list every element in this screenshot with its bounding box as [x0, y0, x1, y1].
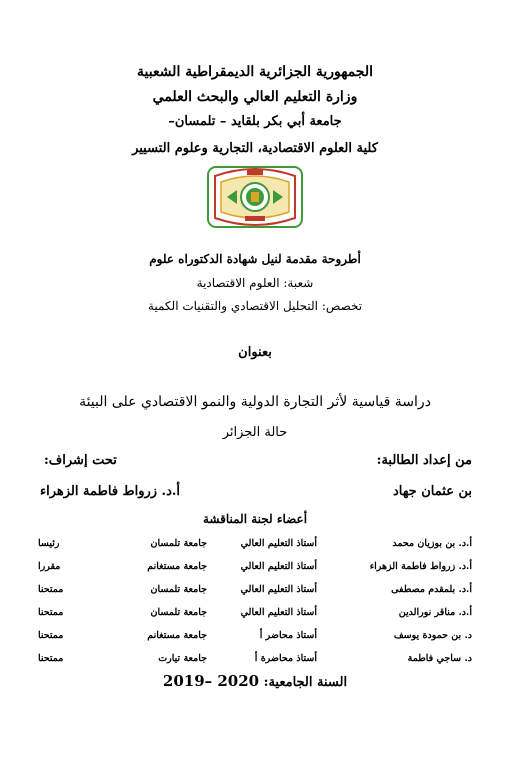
- thesis-title: دراسة قياسية لأثر التجارة الدولية والنمو الاقتصادي على البيئة: [79, 394, 431, 410]
- supervision-label: تحت إشراف:: [44, 453, 117, 468]
- jury-member-role: ممتحنا: [38, 607, 64, 618]
- jury-row: [38, 561, 472, 584]
- prepared-by-label: من إعداد الطالبة:: [376, 453, 472, 468]
- academic-year-value: 2019– 2020: [162, 672, 260, 690]
- ministry-name: وزارة التعليم العالي والبحث العلمي: [152, 89, 358, 105]
- jury-member-university: جامعة تلمسان: [150, 538, 207, 549]
- jury-member-rank: أستاذ محاضرة أ: [254, 653, 317, 664]
- academic-year-label: السنة الجامعية:: [263, 675, 348, 690]
- jury-row: [38, 607, 472, 630]
- faculty-name: كلية العلوم الاقتصادية، التجارية وعلوم التسيير: [132, 141, 378, 156]
- republic-name: الجمهورية الجزائرية الديمقراطية الشعبية: [136, 64, 373, 80]
- jury-member-name: أ.د. بن بوزيان محمد: [392, 538, 472, 549]
- jury-member-rank: أستاذ التعليم العالي: [240, 561, 317, 572]
- jury-member-university: جامعة تيارت: [158, 653, 207, 664]
- student-name: بن عثمان جهاد: [392, 484, 472, 499]
- jury-member-role: رئيسا: [38, 538, 60, 549]
- jury-member-university: جامعة تلمسان: [150, 584, 207, 595]
- university-logo-icon: [207, 166, 303, 228]
- thesis-degree: أطروحة مقدمة لنيل شهادة الدكتوراه علوم: [149, 252, 361, 266]
- jury-row: [38, 584, 472, 607]
- jury-member-role: ممتحنا: [38, 653, 64, 664]
- jury-heading: أعضاء لجنة المناقشة: [202, 512, 308, 526]
- jury-member-name: د. بن حمودة يوسف: [393, 630, 472, 641]
- jury-member-rank: أستاذ محاضر أ: [259, 630, 317, 641]
- title-label: بعنوان: [238, 345, 272, 360]
- thesis-subtitle: حالة الجزائر: [222, 425, 288, 440]
- university-name: جامعة أبي بكر بلقايد – تلمسان–: [168, 114, 342, 129]
- jury-member-university: جامعة تلمسان: [150, 607, 207, 618]
- jury-member-rank: أستاذ التعليم العالي: [240, 538, 317, 549]
- jury-member-name: أ.د. مناقر نورالدين: [398, 607, 472, 618]
- jury-member-name: أ.د. زرواط فاطمة الزهراء: [369, 561, 472, 572]
- jury-member-rank: أستاذ التعليم العالي: [240, 584, 317, 595]
- academic-year: [0, 672, 510, 690]
- jury-table: [38, 538, 472, 676]
- supervisor-name: أ.د. زرواط فاطمة الزهراء: [40, 484, 181, 499]
- jury-row: [38, 538, 472, 561]
- jury-row: [38, 630, 472, 653]
- jury-member-name: د. ساجي فاطمة: [407, 653, 472, 664]
- jury-member-name: أ.د. بلمقدم مصطفى: [391, 584, 472, 595]
- thesis-branch: شعبة: العلوم الاقتصادية: [196, 276, 314, 290]
- jury-member-role: مقررا: [38, 561, 61, 572]
- jury-member-role: ممتحنا: [38, 584, 64, 595]
- thesis-specialty: تخصص: التحليل الاقتصادي والتقنيات الكمية: [147, 299, 363, 313]
- jury-member-role: ممتحنا: [38, 630, 64, 641]
- jury-member-university: جامعة مستغانم: [147, 561, 207, 572]
- jury-member-university: جامعة مستغانم: [147, 630, 207, 641]
- jury-member-rank: أستاذ التعليم العالي: [240, 607, 317, 618]
